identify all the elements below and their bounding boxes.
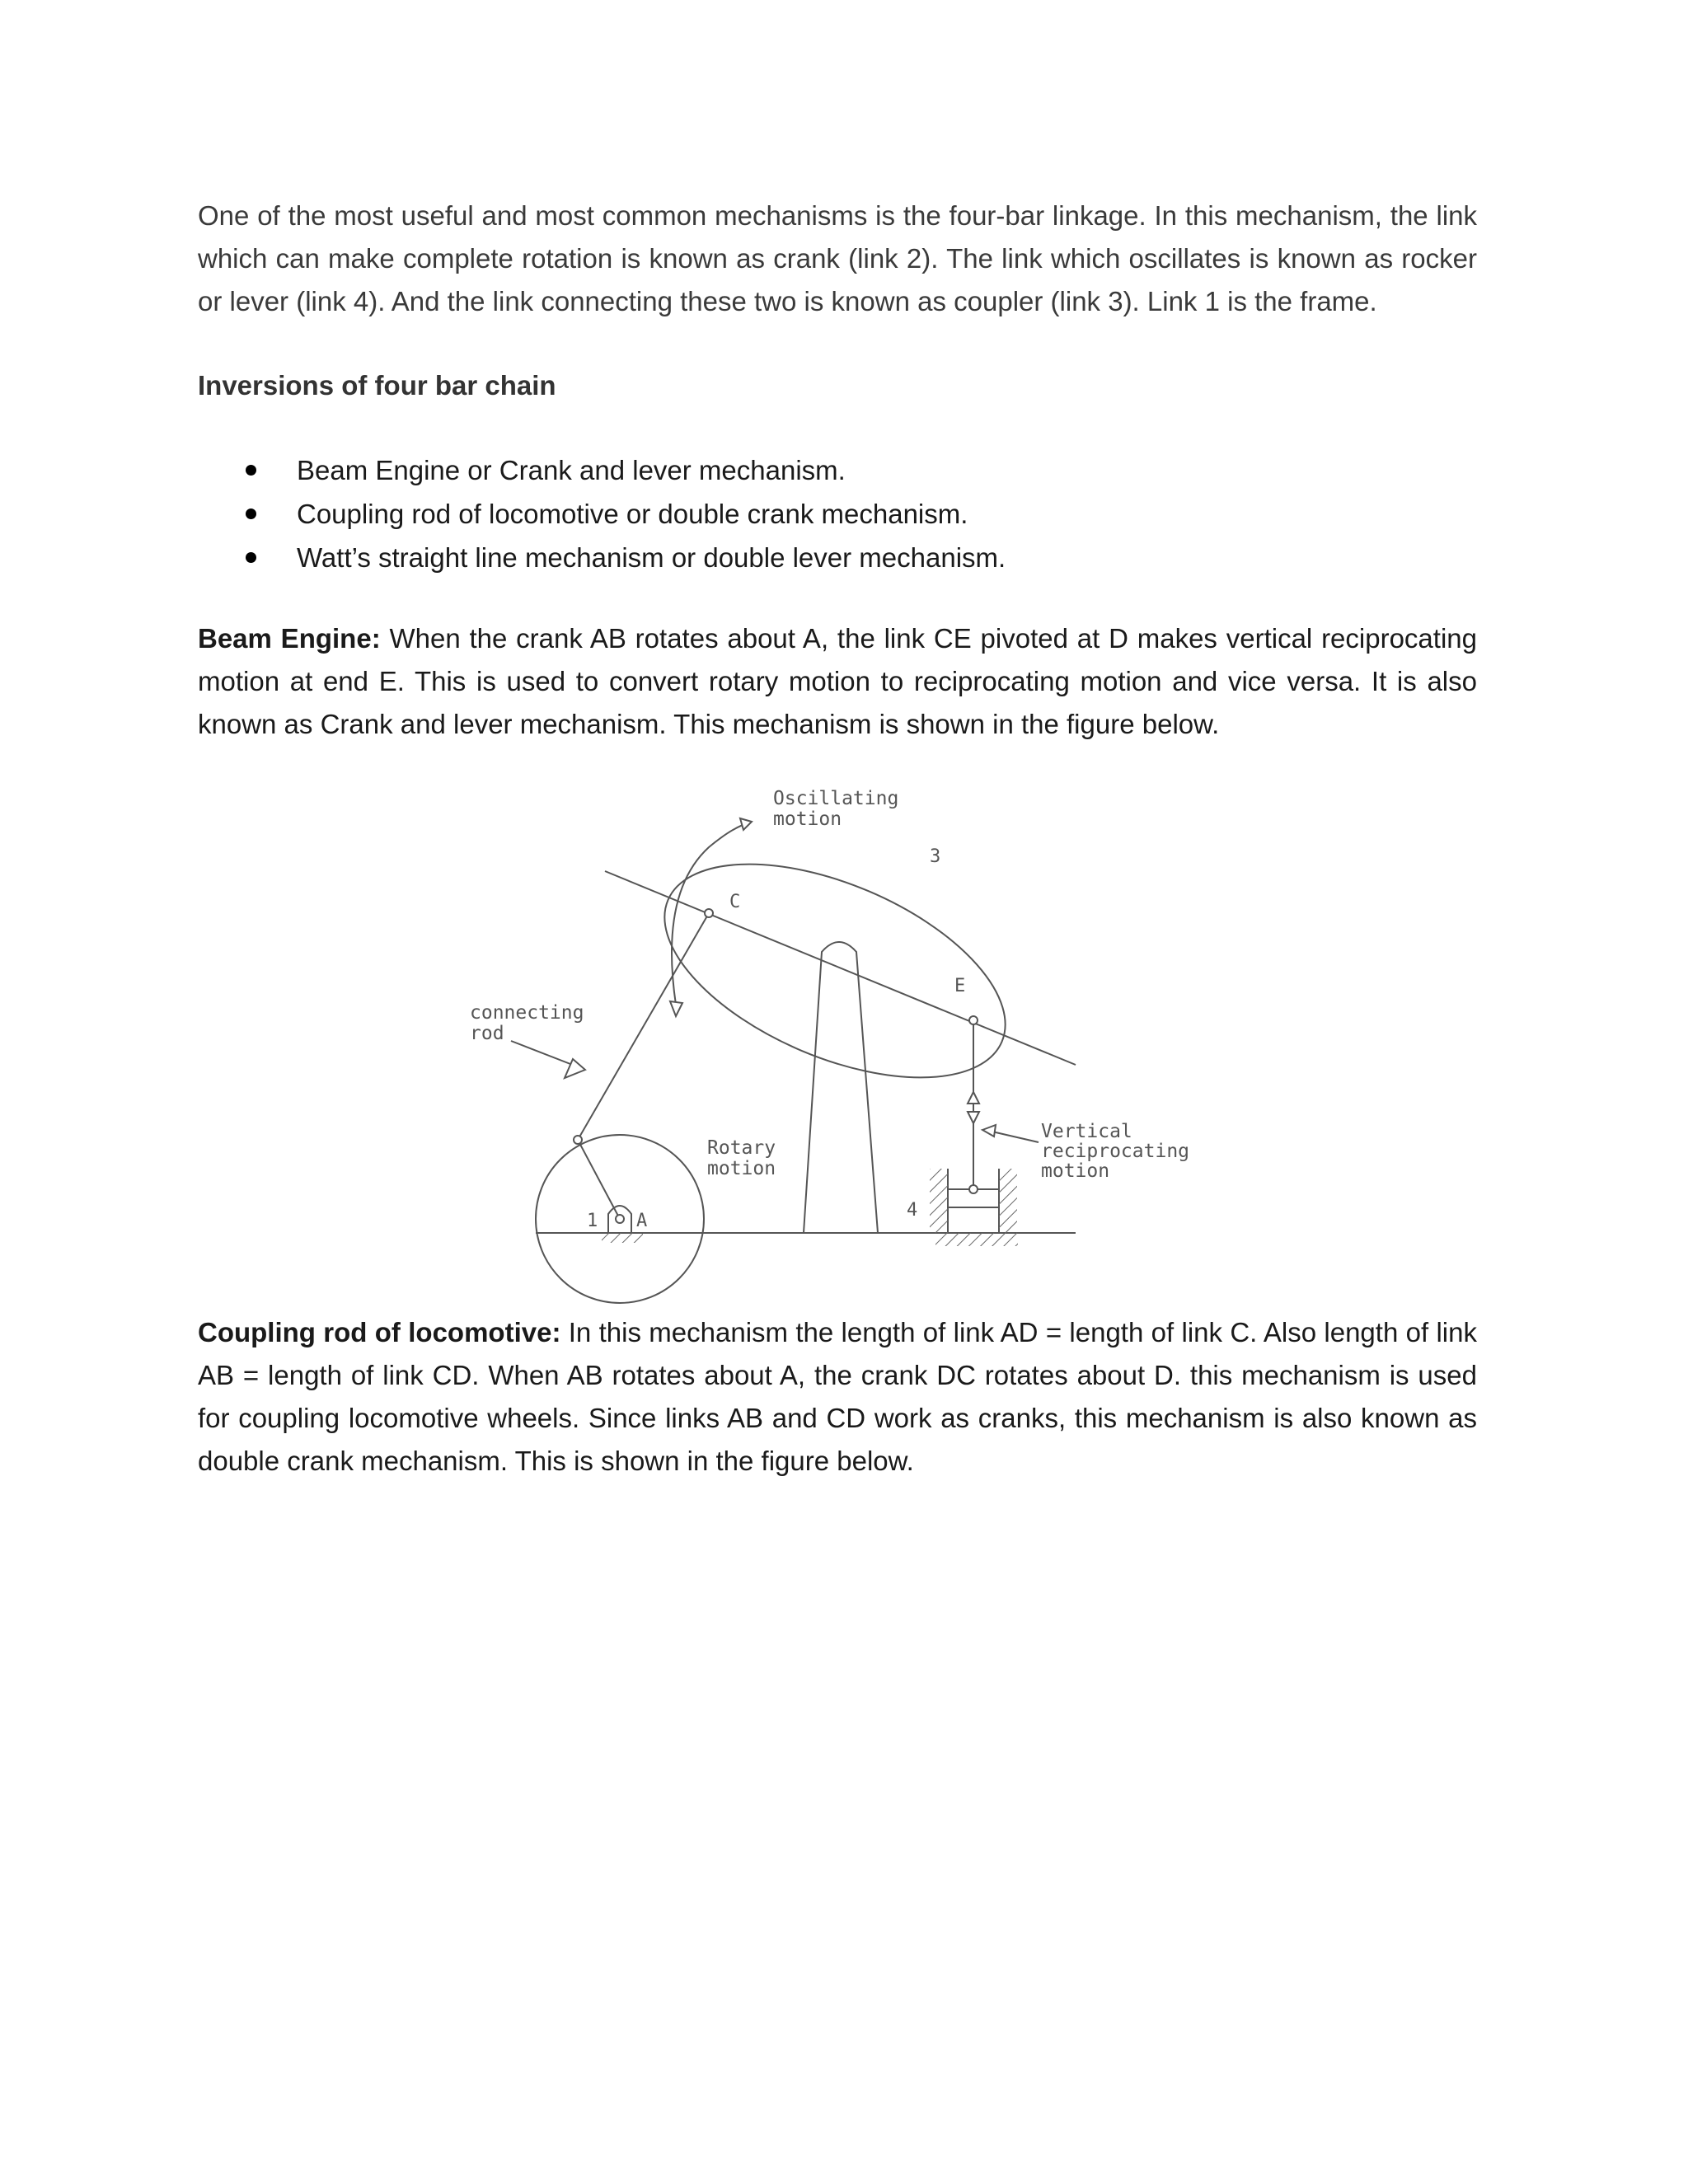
inversions-heading: Inversions of four bar chain xyxy=(198,370,556,401)
list-item: Beam Engine or Crank and lever mechanism. xyxy=(198,448,1477,492)
joint-piston xyxy=(969,1185,978,1193)
beam-engine-figure xyxy=(462,785,1220,1313)
beam-engine-title: Beam Engine: xyxy=(198,623,381,654)
vertical-label-2: reciprocating xyxy=(1041,1141,1190,1162)
rotary-label-2: motion xyxy=(707,1158,776,1179)
joint-c xyxy=(705,909,713,917)
coupling-rod-title: Coupling rod of locomotive: xyxy=(198,1317,561,1347)
vertical-arrowhead-up xyxy=(968,1092,979,1104)
oscillating-label-2: motion xyxy=(773,808,842,830)
oscillating-label-1: Oscillating xyxy=(773,788,899,809)
link-1-label: 1 xyxy=(587,1211,598,1231)
vertical-pointer-arrowhead xyxy=(982,1125,996,1137)
connecting-label-1: connecting xyxy=(470,1002,584,1024)
joint-b xyxy=(574,1136,582,1144)
point-e-label: E xyxy=(954,976,966,996)
pivot-hatch xyxy=(602,1233,643,1243)
coupling-rod-paragraph xyxy=(198,1311,1477,1483)
bullet-icon xyxy=(246,509,256,519)
point-c-label: C xyxy=(729,892,741,912)
pedestal xyxy=(804,942,878,1233)
ground-hatch xyxy=(935,1233,1018,1246)
list-item: Coupling rod of locomotive or double crank mechanism. xyxy=(198,492,1477,536)
oscillating-arrowhead-up xyxy=(740,818,752,830)
coupling-rod-text: In this mechanism the length of link AD = length of link C. Also length of link AB = length of link CD. When AB rotates about A, the crank DC rotates about D. this mechanism is used for coupling locomotive wheels. Since links AB and CD work as cranks, this mechanism is also known as double crank mechanism. This is shown in the figure below. xyxy=(198,1317,1477,1476)
point-a-label: A xyxy=(636,1211,648,1231)
bullet-icon xyxy=(246,552,256,563)
intro-paragraph: One of the most useful and most common mechanisms is the four-bar linkage. In this mechanism, the link which can make complete rotation is known as crank (link 2). The link which oscillates is known as rocker or lever (link 4). And the link connecting these two is known as coupler (link 3). Link 1 is the frame. xyxy=(198,200,1477,316)
beam-engine-diagram xyxy=(462,785,1220,1313)
beam-ellipse xyxy=(634,820,1035,1121)
beam-engine-text: When the crank AB rotates about A, the link CE pivoted at D makes vertical reciprocating motion at end E. This is used to convert rotary motion to reciprocating motion and vice versa. It is also known as Crank and lever mechanism. This mechanism is shown in the figure below. xyxy=(198,623,1477,739)
cylinder-hatch-left xyxy=(930,1169,948,1233)
vertical-label-3: motion xyxy=(1041,1160,1110,1182)
connecting-rod xyxy=(578,913,709,1140)
beam-line-ce xyxy=(605,871,1076,1065)
beam-engine-paragraph xyxy=(198,617,1477,746)
link-3-label: 3 xyxy=(930,846,941,867)
connecting-arrowhead xyxy=(565,1059,585,1078)
vertical-arrowhead-down xyxy=(968,1112,979,1123)
list-item: Watt’s straight line mechanism or double lever mechanism. xyxy=(198,536,1477,579)
vertical-label-1: Vertical xyxy=(1041,1121,1132,1142)
joint-a xyxy=(616,1215,624,1223)
cylinder-hatch-right xyxy=(999,1169,1017,1233)
connecting-label-2: rod xyxy=(470,1023,504,1044)
bullet-icon xyxy=(246,465,256,476)
rotary-label-1: Rotary xyxy=(707,1137,776,1159)
oscillating-arrowhead-down xyxy=(670,1001,682,1016)
joint-e xyxy=(969,1016,978,1024)
inversions-list xyxy=(198,448,1477,579)
link-4-label: 4 xyxy=(907,1200,918,1221)
crank-ab xyxy=(578,1140,620,1219)
